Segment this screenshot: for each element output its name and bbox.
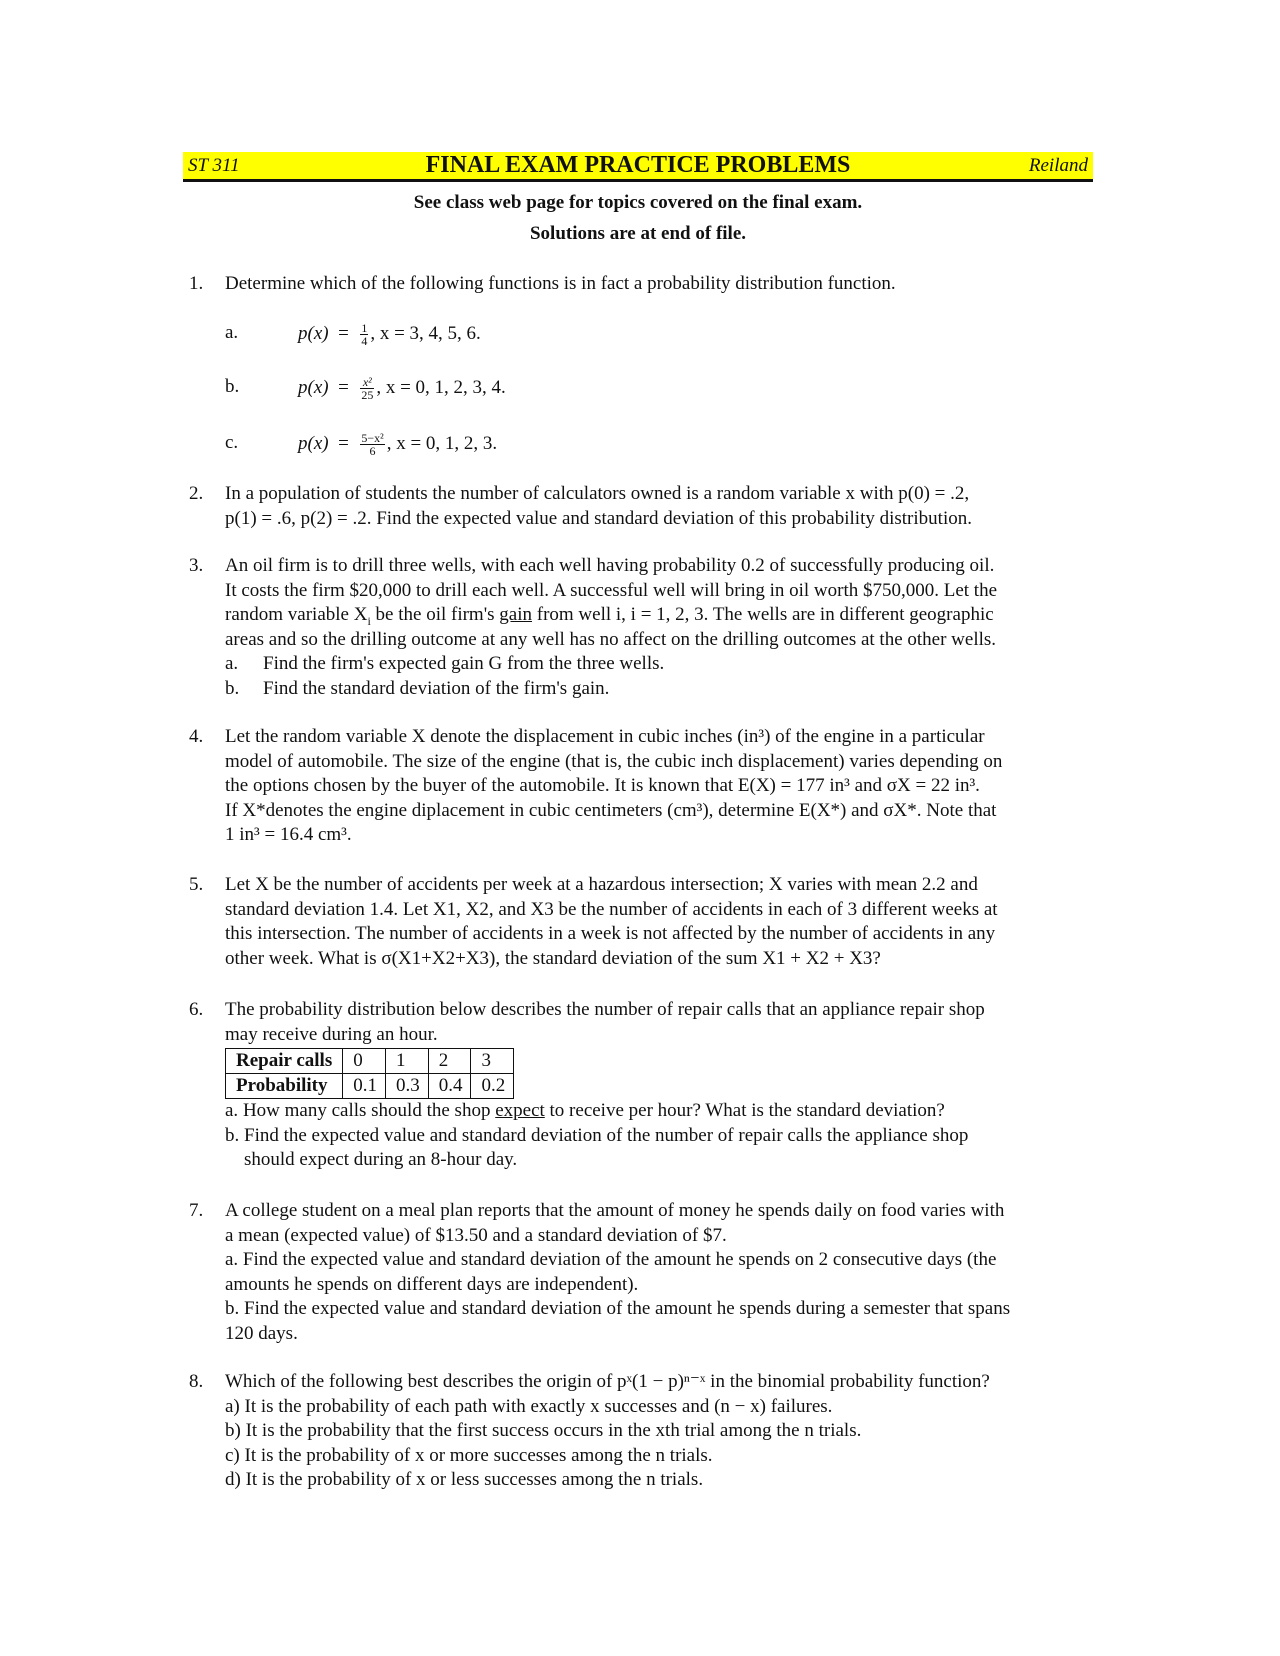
text-line: amounts he spends on different days are independent). [225, 1273, 639, 1295]
part-a: a. Find the firm's expected gain G from the three wells. [225, 653, 665, 674]
formula: p(x) = $\frac{1}{4}$ , x = 3, 4, 5, 6. [298, 321, 481, 348]
part-label: a. [225, 322, 239, 343]
problem-number: 4. [189, 726, 204, 747]
part-label: b. [225, 376, 240, 397]
question-text: Which of the following best describes the origin of pˣ(1 − p)ⁿ⁻ˣ in the binomial probability function? [225, 1371, 990, 1392]
problem-number: 5. [189, 874, 204, 895]
text-line: other week. What is σ(X1+X2+X3), the standard deviation of the sum X1 + X2 + X3? [225, 947, 881, 969]
part-b: b. Find the standard deviation of the firm's gain. [225, 677, 610, 699]
text-line: In a population of students the number of calculators owned is a random variable x with p(0) = .2, [225, 483, 970, 504]
problem-number: 3. [189, 555, 204, 576]
problem-text: Determine which of the following functions is in fact a probability distribution function. [225, 273, 896, 294]
text-line: It costs the firm $20,000 to drill each well. A successful well will bring in oil worth $750,000. Let the [225, 579, 998, 601]
problem-number: 7. [189, 1200, 204, 1221]
table-cell: 1 [385, 1049, 428, 1074]
text-line: model of automobile. The size of the engine (that is, the cubic inch displacement) varies depending on [225, 750, 1003, 772]
text-line: the options chosen by the buyer of the automobile. It is known that E(X) = 177 in³ and σX = 22 in³. [225, 775, 980, 796]
table-cell: 0.1 [343, 1074, 386, 1099]
table-cell: 2 [428, 1049, 471, 1074]
text-line: a mean (expected value) of $13.50 and a standard deviation of $7. [225, 1224, 727, 1246]
table-row [226, 1074, 514, 1099]
text-line: 1 in³ = 16.4 cm³. [225, 824, 352, 845]
part-b: b. Find the expected value and standard deviation of the number of repair calls the appliance shop [225, 1124, 969, 1146]
fraction: $\frac{1}{4}$ [361, 321, 368, 348]
author-name: Reiland [1028, 155, 1088, 176]
row-header: Repair calls [226, 1049, 343, 1074]
problem-number: 1. [189, 273, 204, 294]
problem-number: 2. [189, 483, 204, 504]
text-line: should expect during an 8-hour day. [244, 1149, 518, 1170]
text-line: may receive during an hour. [225, 1023, 438, 1045]
option-b: b) It is the probability that the first success occurs in the xth trial among the n trials. [225, 1420, 862, 1441]
text-line: p(1) = .6, p(2) = .2. Find the expected value and standard deviation of this probability distribution. [225, 507, 972, 529]
text-line: a. Find the expected value and standard deviation of the amount he spends on 2 consecutive days (the [225, 1249, 997, 1270]
option-c: c) It is the probability of x or more successes among the n trials. [225, 1444, 713, 1466]
page-title: FINAL EXAM PRACTICE PROBLEMS [425, 152, 851, 178]
table-row [226, 1049, 514, 1074]
row-header: Probability [226, 1074, 343, 1099]
text-line: The probability distribution below describes the number of repair calls that an appliance repair shop [225, 999, 985, 1020]
text-line: A college student on a meal plan reports that the amount of money he spends daily on food varies with [225, 1200, 1005, 1221]
table-cell: 0.3 [385, 1074, 428, 1099]
text-line: random variable $X_i$ be the oil firm's gain from well i, i = 1, 2, 3. The wells are in different geographic [225, 604, 994, 628]
probability-table [225, 1048, 514, 1099]
text-line: standard deviation 1.4. Let X1, X2, and X3 be the number of accidents in each of 3 different weeks at [225, 898, 998, 920]
formula: p(x) = $\frac{\text{5−x²}}{6}$ , x = 0, 1, 2, 3. [298, 431, 498, 458]
option-d: d) It is the probability of x or less successes among the n trials. [225, 1469, 704, 1490]
course-code: ST 311 [188, 155, 240, 176]
table-cell: 3 [471, 1049, 514, 1074]
table-cell: 0.4 [428, 1074, 471, 1099]
text-line: 120 days. [225, 1322, 298, 1344]
text-line: If X*denotes the engine diplacement in cubic centimeters (cm³), determine E(X*) and σX*. Note that [225, 799, 997, 821]
fraction: $\frac{\text{5−x²}}{6}$ [361, 431, 384, 458]
table-cell: 0.2 [471, 1074, 514, 1099]
table-cell: 0 [343, 1049, 386, 1074]
fraction: $\frac{\text{x²}}{25}$ [361, 375, 374, 402]
subtitle-solutions: Solutions are at end of file. [529, 223, 747, 244]
subtitle-topics: See class web page for topics covered on the final exam. [413, 192, 863, 213]
text-line: b. Find the expected value and standard deviation of the amount he spends during a semester that spans [225, 1298, 1011, 1319]
text-line: Let the random variable X denote the displacement in cubic inches (in³) of the engine in a particular [225, 726, 985, 747]
text-line: this intersection. The number of accidents in a week is not affected by the number of accidents in any [225, 923, 996, 944]
part-a: a. How many calls should the shop expect to receive per hour? What is the standard deviation? [225, 1100, 945, 1121]
header-bar [183, 152, 1093, 182]
problem-number: 6. [189, 999, 204, 1020]
text-line: An oil firm is to drill three wells, with each well having probability 0.2 of successfully producing oil. [225, 555, 995, 576]
problem-number: 8. [189, 1371, 204, 1392]
option-a: a) It is the probability of each path with exactly x successes and (n − x) failures. [225, 1395, 833, 1417]
part-label: c. [225, 432, 239, 453]
text-line: areas and so the drilling outcome at any well has no affect on the drilling outcomes at the other wells. [225, 628, 997, 650]
formula: p(x) = $\frac{\text{x²}}{25}$ , x = 0, 1, 2, 3, 4. [298, 375, 506, 402]
text-line: Let X be the number of accidents per week at a hazardous intersection; X varies with mean 2.2 and [225, 874, 978, 895]
